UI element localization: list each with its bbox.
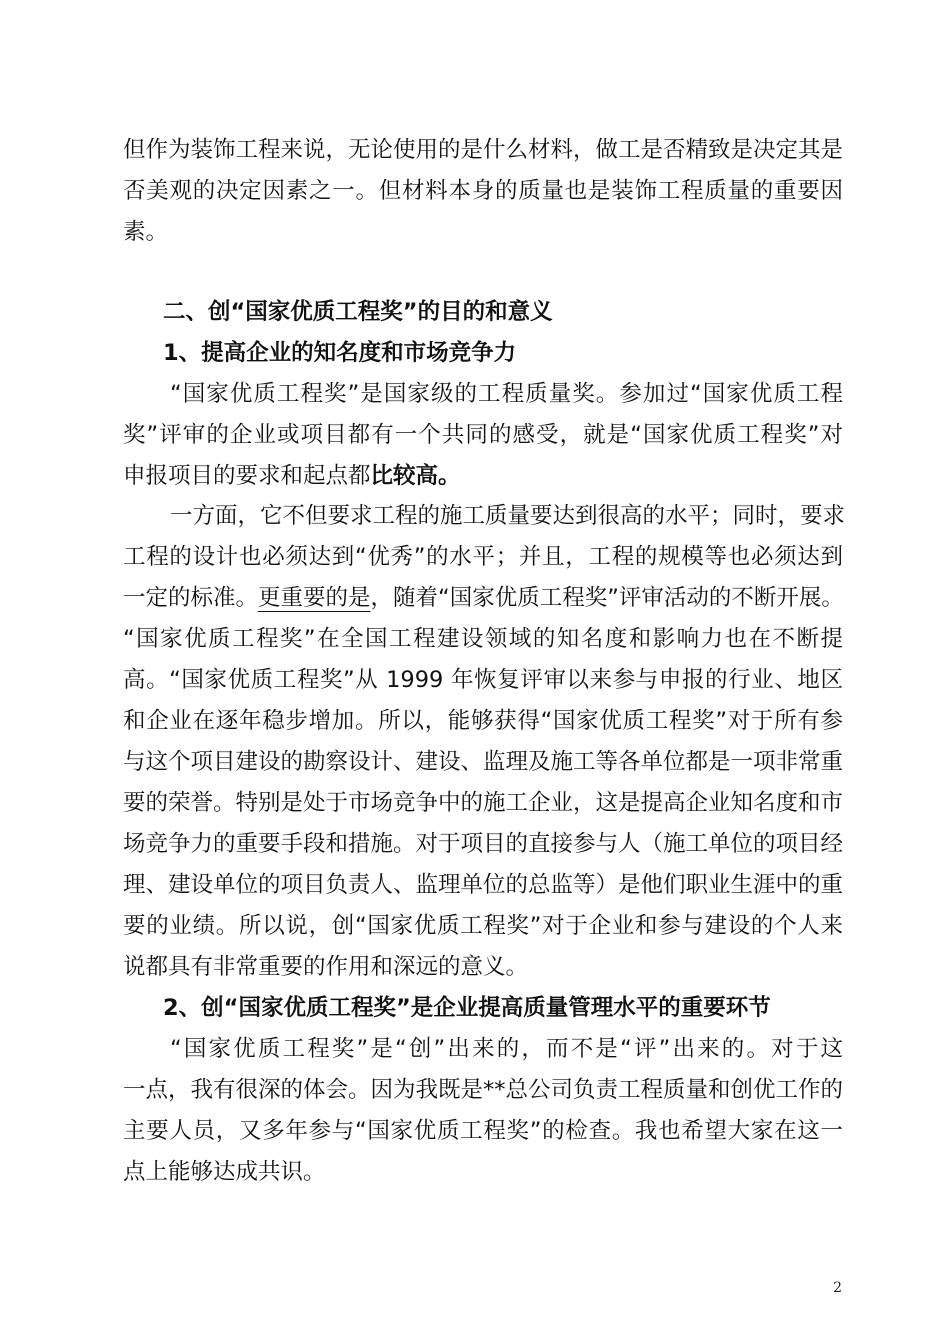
paragraph-3-line-3 <box>123 578 843 618</box>
paragraph-4-line-4: 点上能够达成共识。 <box>123 1159 326 1185</box>
paragraph-3-line-2: 工程的设计也必须达到“优秀”的水平；并且，工程的规模等也必须达到 <box>123 544 843 570</box>
paragraph-4-line-1: “国家优质工程奖”是“创”出来的，而不是“评”出来的。对于这 <box>170 1036 843 1062</box>
paragraph-3-line-12: 说都具有非常重要的作用和深远的意义。 <box>123 954 529 980</box>
paragraph-3-line-4: “国家优质工程奖”在全国工程建设领域的知名度和影响力也在不断提 <box>123 626 843 652</box>
paragraph-1-line-2: 否美观的决定因素之一。但材料本身的质量也是装饰工程质量的重要因 <box>123 178 843 204</box>
paragraph-4-line-3: 主要人员，又多年参与“国家优质工程奖”的检查。我也希望大家在这一 <box>123 1118 843 1144</box>
paragraph-3-line-1: 一方面，它不但要求工程的施工质量要达到很高的水平；同时，要求 <box>170 503 846 529</box>
paragraph-3-line-10: 理、建设单位的项目负责人、监理单位的总监等）是他们职业生涯中的重 <box>123 872 844 898</box>
paragraph-3-line-3-text-a: 一定的标准。 <box>123 585 259 611</box>
paragraph-3-line-7: 与这个项目建设的勘察设计、建设、监理及施工等各单位都是一项非常重 <box>123 749 844 775</box>
paragraph-2-line-1: “国家优质工程奖”是国家级的工程质量奖。参加过“国家优质工程 <box>170 381 843 407</box>
paragraph-3-line-9: 场竞争力的重要手段和措施。对于项目的直接参与人（施工单位的项目经 <box>123 831 844 857</box>
paragraph-3-line-6: 和企业在逐年稳步增加。所以，能够获得“国家优质工程奖”对于所有参 <box>123 708 843 734</box>
paragraph-2-line-3-bold-text: 比较高。 <box>370 463 461 489</box>
paragraph-3-line-3-text-b: ，随着“国家优质工程奖”评审活动的不断开展。 <box>370 585 844 611</box>
paragraph-2-line-2: 奖”评审的企业或项目都有一个共同的感受，就是“国家优质工程奖”对 <box>123 422 843 448</box>
paragraph-4-line-2: 一点，我有很深的体会。因为我既是**总公司负责工程质量和创优工作的 <box>123 1077 844 1103</box>
paragraph-2-line-3 <box>123 456 843 496</box>
paragraph-3-line-8: 要的荣誉。特别是处于市场竞争中的施工企业，这是提高企业知名度和市 <box>123 790 844 816</box>
paragraph-3-line-5: 高。“国家优质工程奖”从 1999 年恢复评审以来参与申报的行业、地区 <box>123 667 843 693</box>
section-heading: 二、创“国家优质工程奖”的目的和意义 <box>163 299 553 325</box>
subsection-1-heading: 1、提高企业的知名度和市场竞争力 <box>163 340 517 366</box>
paragraph-3-line-11: 要的业绩。所以说，创“国家优质工程奖”对于企业和参与建设的个人来 <box>123 913 843 939</box>
paragraph-2-line-3-text: 申报项目的要求和起点都 <box>123 463 371 489</box>
page-number: 2 <box>833 1280 842 1296</box>
paragraph-1-line-1: 但作为装饰工程来说，无论使用的是什么材料，做工是否精致是决定其是 <box>123 137 844 163</box>
subsection-2-heading: 2、创“国家优质工程奖”是企业提高质量管理水平的重要环节 <box>163 995 771 1021</box>
underlined-phrase: 更重要的是 <box>258 585 371 611</box>
paragraph-1-line-3: 素。 <box>123 219 169 245</box>
